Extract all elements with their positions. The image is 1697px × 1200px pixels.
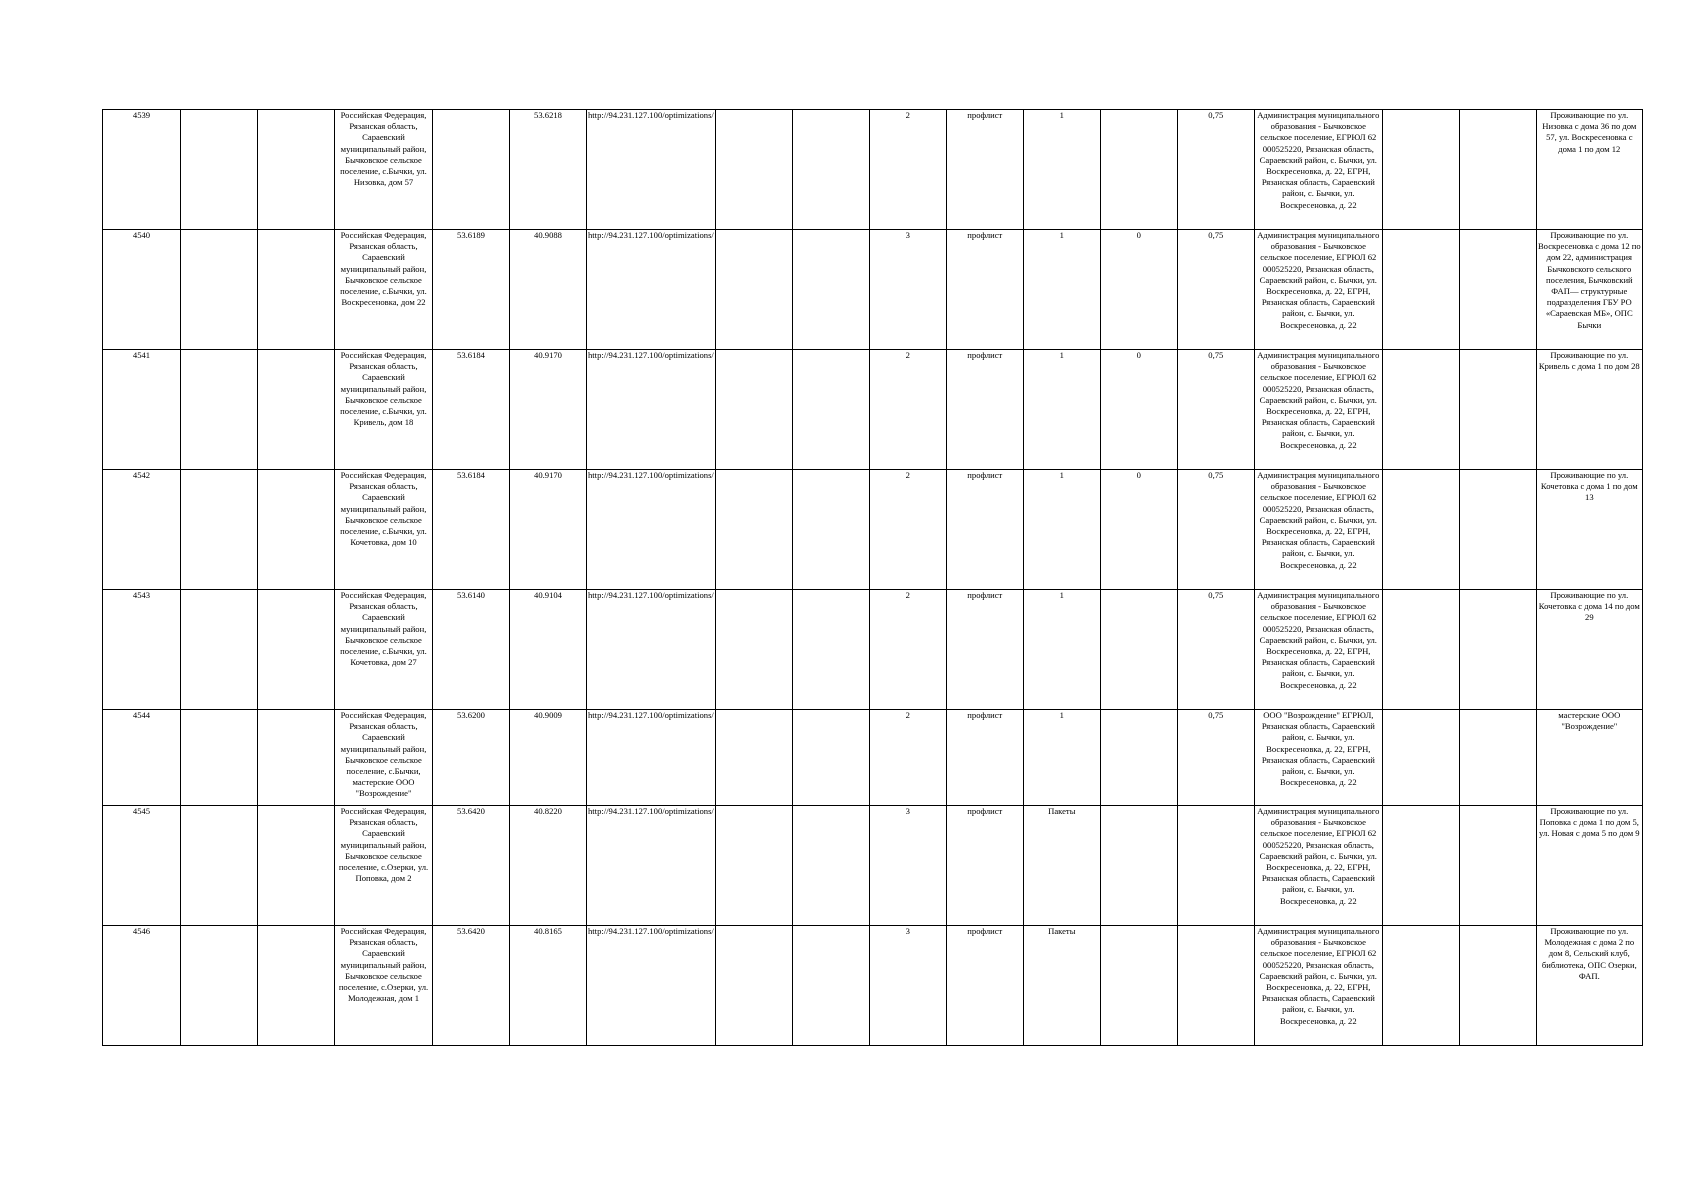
empty-cell bbox=[181, 470, 258, 590]
empty-cell bbox=[1382, 806, 1459, 926]
map-link-cell[interactable]: http://94.231.127.100/optimizations/ bbox=[587, 590, 716, 710]
capacity-cell: 0,75 bbox=[1177, 230, 1254, 350]
base-material-cell: профлист bbox=[946, 110, 1023, 230]
waste-sources-cell: Проживающие по ул. Молодежная с дома 2 по дом 8, Сельский клуб, библиотека, ОПС Озерки, ФАП. bbox=[1536, 926, 1642, 1046]
latitude-cell: 53.6420 bbox=[433, 926, 510, 1046]
map-link-cell[interactable]: http://94.231.127.100/optimizations/ bbox=[587, 350, 716, 470]
record-id-cell: 4539 bbox=[103, 110, 181, 230]
empty-cell bbox=[792, 470, 869, 590]
empty-cell bbox=[792, 230, 869, 350]
empty-cell bbox=[792, 590, 869, 710]
empty-cell bbox=[1459, 710, 1536, 806]
waste-sources-cell: Проживающие по ул. Кочетовка с дома 1 по дом 13 bbox=[1536, 470, 1642, 590]
extra-count-cell bbox=[1100, 110, 1177, 230]
volume-cell: 1 bbox=[1023, 230, 1100, 350]
empty-cell bbox=[792, 110, 869, 230]
owner-cell: Администрация муниципального образования - Бычковское сельское поселение, ЕГРЮЛ 62 000525220, Рязанская область, Сараевский район, с. Бычки, ул. Воскресеновка, д. 22, ЕГРН, Рязанская область, Сараевский район, с. Бычки, ул. Воскресеновка, д. 22 bbox=[1254, 350, 1382, 470]
extra-count-cell bbox=[1100, 806, 1177, 926]
empty-cell bbox=[1459, 110, 1536, 230]
base-material-cell: профлист bbox=[946, 710, 1023, 806]
latitude-cell: 53.6200 bbox=[433, 710, 510, 806]
container-count-cell: 3 bbox=[869, 806, 946, 926]
empty-cell bbox=[715, 470, 792, 590]
waste-sources-cell: Проживающие по ул. Низовка с дома 36 по дом 57, ул. Воскресеновка с дома 1 по дом 12 bbox=[1536, 110, 1642, 230]
capacity-cell bbox=[1177, 806, 1254, 926]
table-row bbox=[103, 710, 1643, 806]
owner-cell: Администрация муниципального образования - Бычковское сельское поселение, ЕГРЮЛ 62 000525220, Рязанская область, Сараевский район, с. Бычки, ул. Воскресеновка, д. 22, ЕГРН, Рязанская область, Сараевский район, с. Бычки, ул. Воскресеновка, д. 22 bbox=[1254, 470, 1382, 590]
owner-cell: Администрация муниципального образования - Бычковское сельское поселение, ЕГРЮЛ 62 000525220, Рязанская область, Сараевский район, с. Бычки, ул. Воскресеновка, д. 22, ЕГРН, Рязанская область, Сараевский район, с. Бычки, ул. Воскресеновка, д. 22 bbox=[1254, 230, 1382, 350]
empty-cell bbox=[258, 230, 335, 350]
empty-cell bbox=[181, 590, 258, 710]
container-count-cell: 3 bbox=[869, 926, 946, 1046]
container-count-cell: 2 bbox=[869, 470, 946, 590]
owner-cell: Администрация муниципального образования - Бычковское сельское поселение, ЕГРЮЛ 62 000525220, Рязанская область, Сараевский район, с. Бычки, ул. Воскресеновка, д. 22, ЕГРН, Рязанская область, Сараевский район, с. Бычки, ул. Воскресеновка, д. 22 bbox=[1254, 110, 1382, 230]
extra-count-cell bbox=[1100, 710, 1177, 806]
capacity-cell: 0,75 bbox=[1177, 350, 1254, 470]
owner-cell: Администрация муниципального образования - Бычковское сельское поселение, ЕГРЮЛ 62 000525220, Рязанская область, Сараевский район, с. Бычки, ул. Воскресеновка, д. 22, ЕГРН, Рязанская область, Сараевский район, с. Бычки, ул. Воскресеновка, д. 22 bbox=[1254, 590, 1382, 710]
empty-cell bbox=[181, 110, 258, 230]
container-count-cell: 2 bbox=[869, 710, 946, 806]
owner-cell: Администрация муниципального образования - Бычковское сельское поселение, ЕГРЮЛ 62 000525220, Рязанская область, Сараевский район, с. Бычки, ул. Воскресеновка, д. 22, ЕГРН, Рязанская область, Сараевский район, с. Бычки, ул. Воскресеновка, д. 22 bbox=[1254, 806, 1382, 926]
address-cell: Российская Федерация, Рязанская область, Сараевский муниципальный район, Бычковское сельское поселение, с.Бычки, ул. Кривель, дом 18 bbox=[335, 350, 433, 470]
owner-cell: Администрация муниципального образования - Бычковское сельское поселение, ЕГРЮЛ 62 000525220, Рязанская область, Сараевский район, с. Бычки, ул. Воскресеновка, д. 22, ЕГРН, Рязанская область, Сараевский район, с. Бычки, ул. Воскресеновка, д. 22 bbox=[1254, 926, 1382, 1046]
address-cell: Российская Федерация, Рязанская область, Сараевский муниципальный район, Бычковское сельское поселение, с.Бычки, ул. Низовка, дом 57 bbox=[335, 110, 433, 230]
empty-cell bbox=[258, 470, 335, 590]
empty-cell bbox=[1382, 230, 1459, 350]
empty-cell bbox=[1382, 350, 1459, 470]
empty-cell bbox=[181, 806, 258, 926]
volume-cell: 1 bbox=[1023, 710, 1100, 806]
empty-cell bbox=[1459, 350, 1536, 470]
empty-cell bbox=[1382, 470, 1459, 590]
address-cell: Российская Федерация, Рязанская область, Сараевский муниципальный район, Бычковское сельское поселение, с.Озерки, ул. Поповка, дом 2 bbox=[335, 806, 433, 926]
waste-sources-cell: Проживающие по ул. Кочетовка с дома 14 по дом 29 bbox=[1536, 590, 1642, 710]
map-link-cell[interactable]: http://94.231.127.100/optimizations/ bbox=[587, 710, 716, 806]
volume-cell: 1 bbox=[1023, 350, 1100, 470]
capacity-cell: 0,75 bbox=[1177, 590, 1254, 710]
empty-cell bbox=[715, 590, 792, 710]
record-id-cell: 4541 bbox=[103, 350, 181, 470]
record-id-cell: 4544 bbox=[103, 710, 181, 806]
container-count-cell: 2 bbox=[869, 350, 946, 470]
extra-count-cell: 0 bbox=[1100, 350, 1177, 470]
empty-cell bbox=[258, 806, 335, 926]
latitude-cell: 53.6189 bbox=[433, 230, 510, 350]
address-cell: Российская Федерация, Рязанская область, Сараевский муниципальный район, Бычковское сельское поселение, с.Бычки, мастерские ООО "Возрождение" bbox=[335, 710, 433, 806]
empty-cell bbox=[181, 710, 258, 806]
map-link-cell[interactable]: http://94.231.127.100/optimizations/ bbox=[587, 470, 716, 590]
empty-cell bbox=[181, 230, 258, 350]
extra-count-cell: 0 bbox=[1100, 470, 1177, 590]
extra-count-cell bbox=[1100, 590, 1177, 710]
waste-sources-cell: Проживающие по ул. Кривель с дома 1 по дом 28 bbox=[1536, 350, 1642, 470]
empty-cell bbox=[258, 710, 335, 806]
empty-cell bbox=[1459, 926, 1536, 1046]
empty-cell bbox=[715, 350, 792, 470]
volume-cell: Пакеты bbox=[1023, 926, 1100, 1046]
empty-cell bbox=[1382, 710, 1459, 806]
base-material-cell: профлист bbox=[946, 470, 1023, 590]
record-id-cell: 4546 bbox=[103, 926, 181, 1046]
empty-cell bbox=[1382, 926, 1459, 1046]
empty-cell bbox=[1459, 470, 1536, 590]
empty-cell bbox=[258, 350, 335, 470]
volume-cell: Пакеты bbox=[1023, 806, 1100, 926]
empty-cell bbox=[715, 230, 792, 350]
base-material-cell: профлист bbox=[946, 350, 1023, 470]
empty-cell bbox=[792, 350, 869, 470]
map-link-cell[interactable]: http://94.231.127.100/optimizations/ bbox=[587, 806, 716, 926]
container-count-cell: 2 bbox=[869, 590, 946, 710]
base-material-cell: профлист bbox=[946, 590, 1023, 710]
waste-sources-cell: Проживающие по ул. Поповка с дома 1 по дом 5, ул. Новая с дома 5 по дом 9 bbox=[1536, 806, 1642, 926]
latitude-cell: 53.6140 bbox=[433, 590, 510, 710]
longitude-cell: 40.9104 bbox=[510, 590, 587, 710]
container-sites-table bbox=[102, 109, 1643, 1046]
empty-cell bbox=[792, 806, 869, 926]
map-link-cell[interactable]: http://94.231.127.100/optimizations/ bbox=[587, 110, 716, 230]
waste-sources-cell: мастерские ООО "Возрождение" bbox=[1536, 710, 1642, 806]
longitude-cell: 40.9088 bbox=[510, 230, 587, 350]
table-row bbox=[103, 350, 1643, 470]
table-row bbox=[103, 590, 1643, 710]
empty-cell bbox=[181, 926, 258, 1046]
record-id-cell: 4543 bbox=[103, 590, 181, 710]
base-material-cell: профлист bbox=[946, 926, 1023, 1046]
owner-cell: ООО "Возрождение" ЕГРЮЛ, Рязанская область, Сараевский район, с. Бычки, ул. Воскресеновка, д. 22, ЕГРН, Рязанская область, Сараевский район, с. Бычки, ул. Воскресеновка, д. 22 bbox=[1254, 710, 1382, 806]
address-cell: Российская Федерация, Рязанская область, Сараевский муниципальный район, Бычковское сельское поселение, с.Озерки, ул. Молодежная, дом 1 bbox=[335, 926, 433, 1046]
container-count-cell: 2 bbox=[869, 110, 946, 230]
longitude-cell: 53.6218 bbox=[510, 110, 587, 230]
address-cell: Российская Федерация, Рязанская область, Сараевский муниципальный район, Бычковское сельское поселение, с.Бычки, ул. Кочетовка, дом 27 bbox=[335, 590, 433, 710]
empty-cell bbox=[715, 710, 792, 806]
map-link-cell[interactable]: http://94.231.127.100/optimizations/ bbox=[587, 926, 716, 1046]
table-row bbox=[103, 806, 1643, 926]
extra-count-cell: 0 bbox=[1100, 230, 1177, 350]
empty-cell bbox=[1459, 230, 1536, 350]
address-cell: Российская Федерация, Рязанская область, Сараевский муниципальный район, Бычковское сельское поселение, с.Бычки, ул. Кочетовка, дом 10 bbox=[335, 470, 433, 590]
latitude-cell: 53.6184 bbox=[433, 470, 510, 590]
volume-cell: 1 bbox=[1023, 470, 1100, 590]
table-row bbox=[103, 926, 1643, 1046]
container-count-cell: 3 bbox=[869, 230, 946, 350]
longitude-cell: 40.9009 bbox=[510, 710, 587, 806]
volume-cell: 1 bbox=[1023, 110, 1100, 230]
record-id-cell: 4545 bbox=[103, 806, 181, 926]
longitude-cell: 40.8165 bbox=[510, 926, 587, 1046]
capacity-cell: 0,75 bbox=[1177, 470, 1254, 590]
empty-cell bbox=[1459, 806, 1536, 926]
latitude-cell: 53.6420 bbox=[433, 806, 510, 926]
extra-count-cell bbox=[1100, 926, 1177, 1046]
table-row bbox=[103, 110, 1643, 230]
table-row bbox=[103, 230, 1643, 350]
record-id-cell: 4542 bbox=[103, 470, 181, 590]
latitude-cell bbox=[433, 110, 510, 230]
capacity-cell: 0,75 bbox=[1177, 110, 1254, 230]
capacity-cell: 0,75 bbox=[1177, 710, 1254, 806]
empty-cell bbox=[1382, 590, 1459, 710]
longitude-cell: 40.9170 bbox=[510, 350, 587, 470]
empty-cell bbox=[258, 590, 335, 710]
record-id-cell: 4540 bbox=[103, 230, 181, 350]
empty-cell bbox=[715, 110, 792, 230]
base-material-cell: профлист bbox=[946, 230, 1023, 350]
empty-cell bbox=[792, 710, 869, 806]
empty-cell bbox=[715, 926, 792, 1046]
table-row bbox=[103, 470, 1643, 590]
longitude-cell: 40.9170 bbox=[510, 470, 587, 590]
capacity-cell bbox=[1177, 926, 1254, 1046]
address-cell: Российская Федерация, Рязанская область, Сараевский муниципальный район, Бычковское сельское поселение, с.Бычки, ул. Воскресеновка, дом 22 bbox=[335, 230, 433, 350]
longitude-cell: 40.8220 bbox=[510, 806, 587, 926]
waste-sources-cell: Проживающие по ул. Воскресеновка с дома 12 по дом 22, администрация Бычковского сельского поселения, Бычковский ФАП— структурные подразделения ГБУ РО «Сараевская МБ», ОПС Бычки bbox=[1536, 230, 1642, 350]
empty-cell bbox=[1459, 590, 1536, 710]
empty-cell bbox=[258, 926, 335, 1046]
empty-cell bbox=[792, 926, 869, 1046]
empty-cell bbox=[1382, 110, 1459, 230]
base-material-cell: профлист bbox=[946, 806, 1023, 926]
latitude-cell: 53.6184 bbox=[433, 350, 510, 470]
empty-cell bbox=[715, 806, 792, 926]
empty-cell bbox=[258, 110, 335, 230]
empty-cell bbox=[181, 350, 258, 470]
map-link-cell[interactable]: http://94.231.127.100/optimizations/ bbox=[587, 230, 716, 350]
volume-cell: 1 bbox=[1023, 590, 1100, 710]
